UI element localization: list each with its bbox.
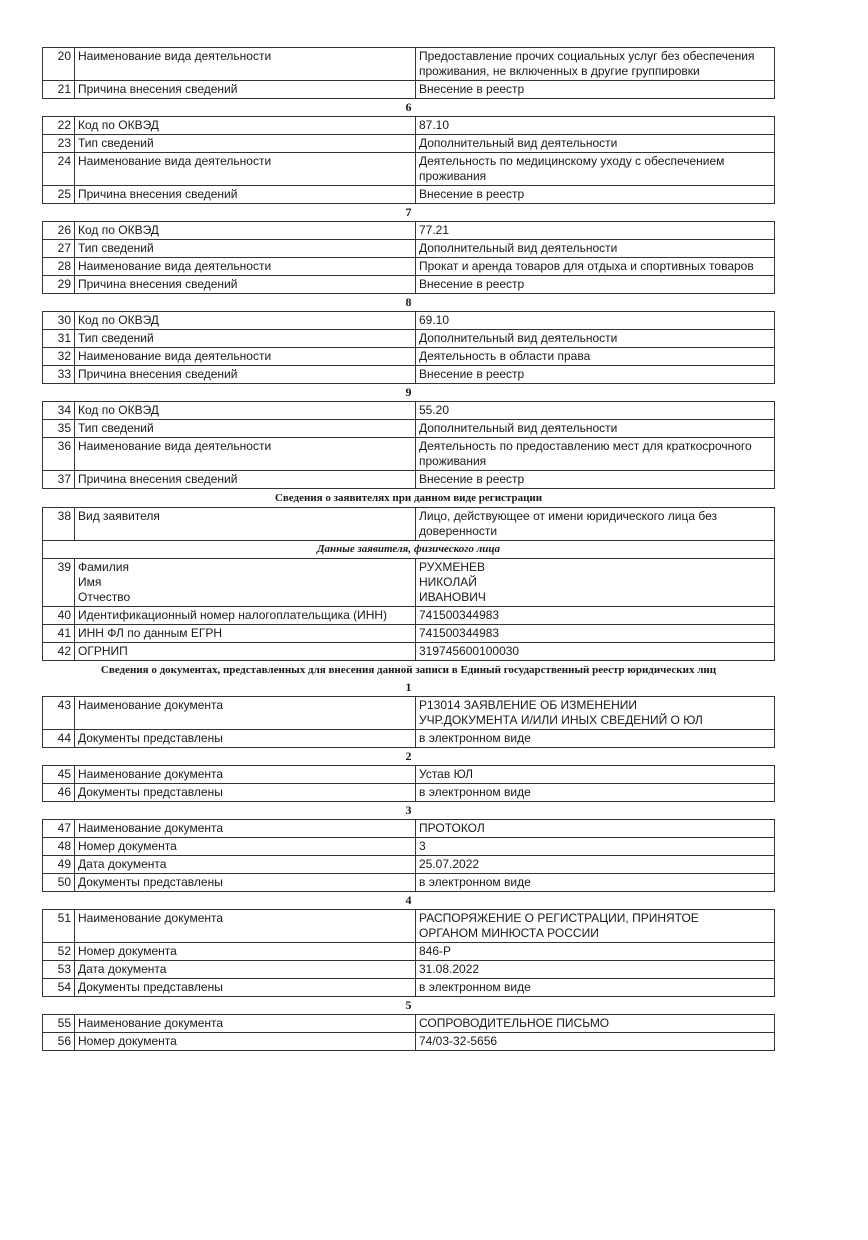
row-number: 37 bbox=[43, 471, 75, 489]
section-number: 2 bbox=[405, 749, 412, 763]
row-label: Документы представлены bbox=[75, 784, 416, 802]
row-value: Устав ЮЛ bbox=[416, 766, 775, 784]
row-number: 23 bbox=[43, 135, 75, 153]
row-value-line: ОРГАНОМ МИНЮСТА РОССИИ bbox=[419, 926, 599, 940]
row-label: Дата документа bbox=[75, 856, 416, 874]
record-table bbox=[42, 1014, 775, 1051]
row-value: Внесение в реестр bbox=[416, 366, 775, 384]
table-row bbox=[43, 438, 775, 471]
row-label: Наименование вида деятельности bbox=[75, 48, 416, 81]
table-row bbox=[43, 117, 775, 135]
table-row bbox=[43, 81, 775, 99]
table-row bbox=[43, 820, 775, 838]
row-label: Наименование документа bbox=[75, 1015, 416, 1033]
table-row bbox=[43, 625, 775, 643]
table-subheading-row bbox=[43, 541, 775, 559]
row-number: 35 bbox=[43, 420, 75, 438]
row-label: Тип сведений bbox=[75, 420, 416, 438]
row-number: 55 bbox=[43, 1015, 75, 1033]
record-table bbox=[42, 401, 775, 489]
table-row bbox=[43, 910, 775, 943]
table-row bbox=[43, 697, 775, 730]
section-number: 6 bbox=[405, 100, 412, 114]
row-label: Вид заявителя bbox=[75, 508, 416, 541]
row-value: 55.20 bbox=[416, 402, 775, 420]
row-label: Номер документа bbox=[75, 838, 416, 856]
row-value: 3 bbox=[416, 838, 775, 856]
row-label: Наименование вида деятельности bbox=[75, 438, 416, 471]
row-value-line: РАСПОРЯЖЕНИЕ О РЕГИСТРАЦИИ, ПРИНЯТОЕ bbox=[419, 911, 699, 925]
row-value: Лицо, действующее от имени юридического лица без доверенности bbox=[416, 508, 775, 541]
row-value: Прокат и аренда товаров для отдыха и спортивных товаров bbox=[416, 258, 775, 276]
row-label: Причина внесения сведений bbox=[75, 366, 416, 384]
row-label-line: Отчество bbox=[78, 590, 131, 604]
table-row bbox=[43, 961, 775, 979]
row-number: 45 bbox=[43, 766, 75, 784]
row-value: 87.10 bbox=[416, 117, 775, 135]
table-row bbox=[43, 420, 775, 438]
table-row bbox=[43, 471, 775, 489]
row-label: Документы представлены bbox=[75, 874, 416, 892]
section-number: 4 bbox=[405, 893, 412, 907]
row-value: 741500344983 bbox=[416, 625, 775, 643]
row-label: Тип сведений bbox=[75, 240, 416, 258]
table-row bbox=[43, 240, 775, 258]
row-number: 27 bbox=[43, 240, 75, 258]
table-row bbox=[43, 312, 775, 330]
row-value: в электронном виде bbox=[416, 784, 775, 802]
row-number: 48 bbox=[43, 838, 75, 856]
row-number: 20 bbox=[43, 48, 75, 81]
section-number: 7 bbox=[405, 205, 412, 219]
row-number: 53 bbox=[43, 961, 75, 979]
row-value: 846-Р bbox=[416, 943, 775, 961]
row-label: Код по ОКВЭД bbox=[75, 222, 416, 240]
row-number: 25 bbox=[43, 186, 75, 204]
row-label: Наименование вида деятельности bbox=[75, 258, 416, 276]
row-value: Внесение в реестр bbox=[416, 81, 775, 99]
row-value: 25.07.2022 bbox=[416, 856, 775, 874]
row-value bbox=[416, 559, 775, 607]
row-label: Причина внесения сведений bbox=[75, 81, 416, 99]
row-value: в электронном виде bbox=[416, 874, 775, 892]
row-value: Внесение в реестр bbox=[416, 471, 775, 489]
table-row bbox=[43, 258, 775, 276]
table-row bbox=[43, 366, 775, 384]
section-number: 8 bbox=[405, 295, 412, 309]
row-number: 56 bbox=[43, 1033, 75, 1051]
table-row bbox=[43, 222, 775, 240]
row-label: Наименование документа bbox=[75, 820, 416, 838]
row-number: 43 bbox=[43, 697, 75, 730]
row-label: Тип сведений bbox=[75, 135, 416, 153]
row-value bbox=[416, 910, 775, 943]
table-row bbox=[43, 135, 775, 153]
row-value-line: РУХМЕНЕВ bbox=[419, 560, 486, 574]
row-label-line: Фамилия bbox=[78, 560, 129, 574]
row-number: 42 bbox=[43, 643, 75, 661]
row-number: 44 bbox=[43, 730, 75, 748]
row-value: Внесение в реестр bbox=[416, 276, 775, 294]
row-number: 31 bbox=[43, 330, 75, 348]
record-table bbox=[42, 909, 775, 997]
row-value: 69.10 bbox=[416, 312, 775, 330]
record-table bbox=[42, 116, 775, 204]
table-row bbox=[43, 508, 775, 541]
row-label: Код по ОКВЭД bbox=[75, 312, 416, 330]
table-row bbox=[43, 330, 775, 348]
row-value: Дополнительный вид деятельности bbox=[416, 330, 775, 348]
table-row bbox=[43, 643, 775, 661]
row-label: ОГРНИП bbox=[75, 643, 416, 661]
row-value: 31.08.2022 bbox=[416, 961, 775, 979]
row-label: Код по ОКВЭД bbox=[75, 402, 416, 420]
row-number: 22 bbox=[43, 117, 75, 135]
row-value-line: УЧР.ДОКУМЕНТА И/ИЛИ ИНЫХ СВЕДЕНИЙ О ЮЛ bbox=[419, 713, 703, 727]
row-value bbox=[416, 697, 775, 730]
row-label: Причина внесения сведений bbox=[75, 471, 416, 489]
row-value-line: ИВАНОВИЧ bbox=[419, 590, 486, 604]
row-value: Дополнительный вид деятельности bbox=[416, 240, 775, 258]
section-number: 5 bbox=[405, 998, 412, 1012]
table-row bbox=[43, 186, 775, 204]
row-number: 54 bbox=[43, 979, 75, 997]
row-value: 77.21 bbox=[416, 222, 775, 240]
row-number: 47 bbox=[43, 820, 75, 838]
section-number: 9 bbox=[405, 385, 412, 399]
table-row bbox=[43, 48, 775, 81]
row-label: Дата документа bbox=[75, 961, 416, 979]
row-label bbox=[75, 559, 416, 607]
record-table bbox=[42, 311, 775, 384]
row-label: Тип сведений bbox=[75, 330, 416, 348]
row-value: Предоставление прочих социальных услуг без обеспечения проживания, не включенных в другие группировки bbox=[416, 48, 775, 81]
section-heading: Сведения о заявителях при данном виде регистрации bbox=[274, 492, 543, 504]
table-row bbox=[43, 402, 775, 420]
row-number: 39 bbox=[43, 559, 75, 607]
row-label: Наименование документа bbox=[75, 697, 416, 730]
row-label: Наименование вида деятельности bbox=[75, 348, 416, 366]
row-number: 33 bbox=[43, 366, 75, 384]
section-heading: Сведения о документах, представленных для внесения данной записи в Единый государственный реестр юридических лиц bbox=[100, 664, 717, 676]
table-row bbox=[43, 784, 775, 802]
table-row bbox=[43, 730, 775, 748]
row-label: Номер документа bbox=[75, 943, 416, 961]
section-number: 1 bbox=[405, 680, 412, 694]
row-label-line: Имя bbox=[78, 575, 102, 589]
table-row bbox=[43, 856, 775, 874]
table-row bbox=[43, 607, 775, 625]
row-label: Наименование документа bbox=[75, 910, 416, 943]
row-number: 41 bbox=[43, 625, 75, 643]
row-label: Документы представлены bbox=[75, 979, 416, 997]
row-value: Дополнительный вид деятельности bbox=[416, 135, 775, 153]
row-number: 26 bbox=[43, 222, 75, 240]
row-value: в электронном виде bbox=[416, 979, 775, 997]
table-row bbox=[43, 874, 775, 892]
record-table bbox=[42, 47, 775, 99]
record-table bbox=[42, 221, 775, 294]
row-value: 319745600100030 bbox=[416, 643, 775, 661]
row-number: 28 bbox=[43, 258, 75, 276]
table-row bbox=[43, 348, 775, 366]
row-number: 50 bbox=[43, 874, 75, 892]
row-label: Документы представлены bbox=[75, 730, 416, 748]
row-number: 38 bbox=[43, 508, 75, 541]
row-number: 24 bbox=[43, 153, 75, 186]
row-value: 741500344983 bbox=[416, 607, 775, 625]
registry-extract-content bbox=[42, 47, 775, 1051]
row-label: Причина внесения сведений bbox=[75, 276, 416, 294]
record-table bbox=[42, 819, 775, 892]
row-number: 51 bbox=[43, 910, 75, 943]
row-number: 36 bbox=[43, 438, 75, 471]
record-table bbox=[42, 696, 775, 748]
row-number: 21 bbox=[43, 81, 75, 99]
row-number: 29 bbox=[43, 276, 75, 294]
table-row bbox=[43, 559, 775, 607]
row-number: 34 bbox=[43, 402, 75, 420]
row-value: СОПРОВОДИТЕЛЬНОЕ ПИСЬМО bbox=[416, 1015, 775, 1033]
row-label: Идентификационный номер налогоплательщика (ИНН) bbox=[75, 607, 416, 625]
row-value: ПРОТОКОЛ bbox=[416, 820, 775, 838]
row-number: 40 bbox=[43, 607, 75, 625]
row-number: 30 bbox=[43, 312, 75, 330]
row-number: 32 bbox=[43, 348, 75, 366]
table-row bbox=[43, 1015, 775, 1033]
row-value-line: Р13014 ЗАЯВЛЕНИЕ ОБ ИЗМЕНЕНИИ bbox=[419, 698, 638, 712]
row-number: 52 bbox=[43, 943, 75, 961]
row-value-line: НИКОЛАЙ bbox=[419, 575, 477, 589]
row-number: 46 bbox=[43, 784, 75, 802]
row-value: Внесение в реестр bbox=[416, 186, 775, 204]
table-row bbox=[43, 153, 775, 186]
row-label: Номер документа bbox=[75, 1033, 416, 1051]
row-value: Деятельность в области права bbox=[416, 348, 775, 366]
table-row bbox=[43, 1033, 775, 1051]
table-row bbox=[43, 979, 775, 997]
row-label: Наименование документа bbox=[75, 766, 416, 784]
record-table bbox=[42, 765, 775, 802]
table-row bbox=[43, 838, 775, 856]
table-row bbox=[43, 276, 775, 294]
row-value: 74/03-32-5656 bbox=[416, 1033, 775, 1051]
row-label: ИНН ФЛ по данным ЕГРН bbox=[75, 625, 416, 643]
table-row bbox=[43, 766, 775, 784]
row-label: Наименование вида деятельности bbox=[75, 153, 416, 186]
row-value: Деятельность по предоставлению мест для краткосрочного проживания bbox=[416, 438, 775, 471]
row-label: Код по ОКВЭД bbox=[75, 117, 416, 135]
row-number: 49 bbox=[43, 856, 75, 874]
row-label: Причина внесения сведений bbox=[75, 186, 416, 204]
section-number: 3 bbox=[405, 803, 412, 817]
row-value: в электронном виде bbox=[416, 730, 775, 748]
table-row bbox=[43, 943, 775, 961]
record-table bbox=[42, 507, 775, 661]
table-subheading: Данные заявителя, физического лица bbox=[43, 541, 775, 559]
row-value: Деятельность по медицинскому уходу с обеспечением проживания bbox=[416, 153, 775, 186]
row-value: Дополнительный вид деятельности bbox=[416, 420, 775, 438]
